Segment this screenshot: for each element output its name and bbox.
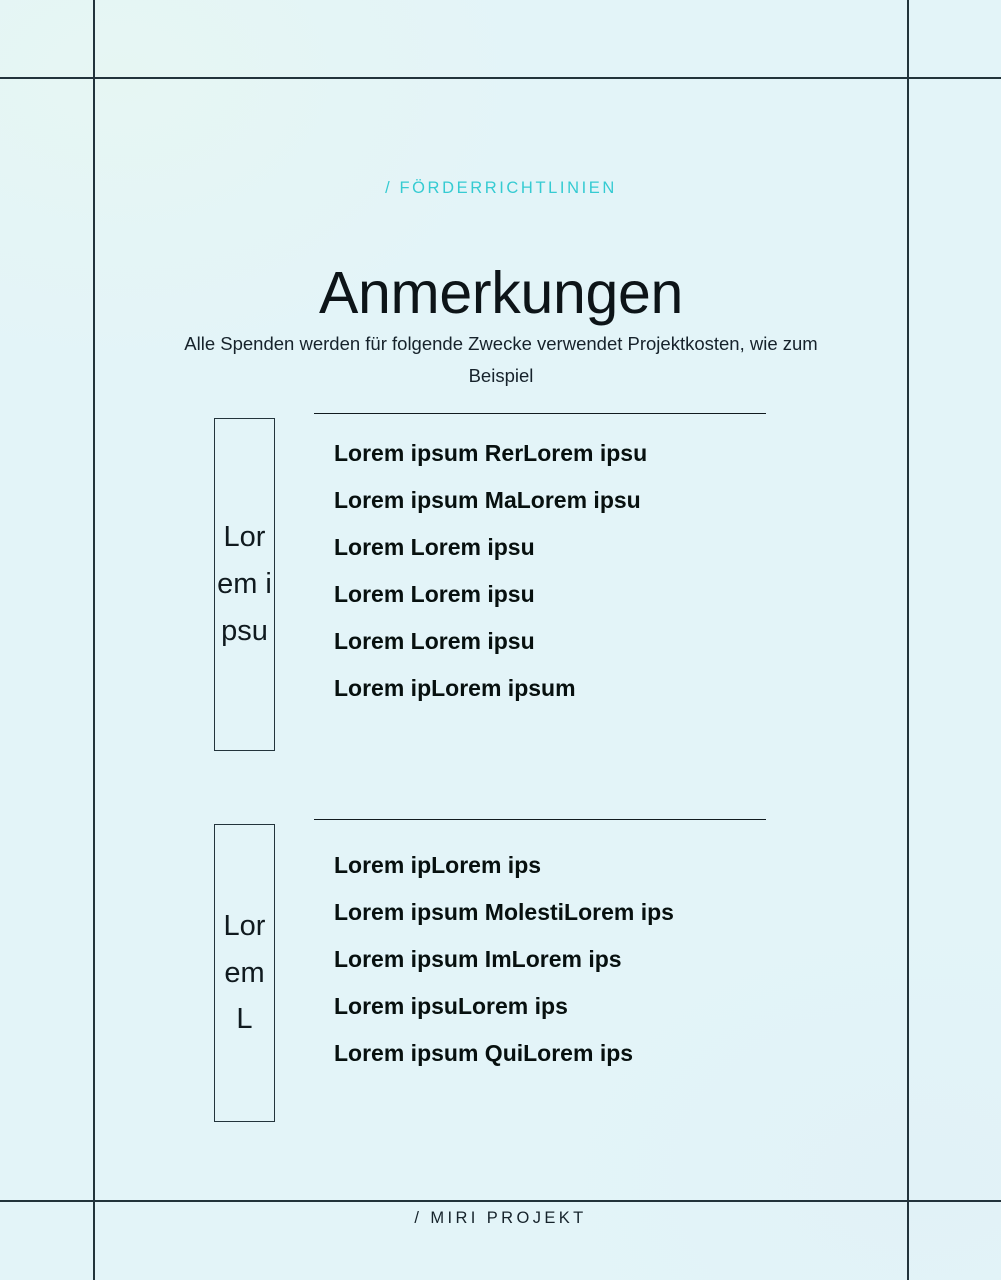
page-title: Anmerkungen xyxy=(318,259,684,326)
section-divider xyxy=(314,413,766,414)
list-item: Lorem ipsum MolestiLorem ips xyxy=(334,899,674,925)
crop-frame-line-right xyxy=(907,0,909,1280)
section-label-box xyxy=(214,824,275,1122)
list-item: Lorem ipsuLorem ips xyxy=(334,993,568,1019)
crop-frame-line-bottom xyxy=(0,1200,1001,1202)
list-item: Lorem Lorem ipsu xyxy=(334,534,535,560)
list-item: Lorem ipLorem ipsum xyxy=(334,675,576,701)
section-item-list xyxy=(334,854,894,1089)
footer-label: / MIRI PROJEKT xyxy=(414,1209,587,1227)
section-label-box xyxy=(214,418,275,751)
list-item: Lorem ipsum RerLorem ipsu xyxy=(334,440,648,466)
eyebrow-label: / FÖRDERRICHTLINIEN xyxy=(385,179,617,197)
section-label-text: Lorem ipsu xyxy=(217,521,272,647)
list-item: Lorem ipsum ImLorem ips xyxy=(334,946,622,972)
page-subtitle: Alle Spenden werden für folgende Zwecke verwendet Projektkosten, wie zum Beispiel xyxy=(184,332,818,386)
document-content xyxy=(95,79,907,1200)
list-item: Lorem ipsum MaLorem ipsu xyxy=(334,487,641,513)
list-item: Lorem Lorem ipsu xyxy=(334,581,535,607)
section-divider xyxy=(314,819,766,820)
section-item-list xyxy=(334,442,894,724)
list-item: Lorem ipsum QuiLorem ips xyxy=(334,1040,634,1066)
list-item: Lorem ipLorem ips xyxy=(334,852,542,878)
section-label-text: Lorem L xyxy=(223,909,266,1036)
list-item: Lorem Lorem ipsu xyxy=(334,628,535,654)
